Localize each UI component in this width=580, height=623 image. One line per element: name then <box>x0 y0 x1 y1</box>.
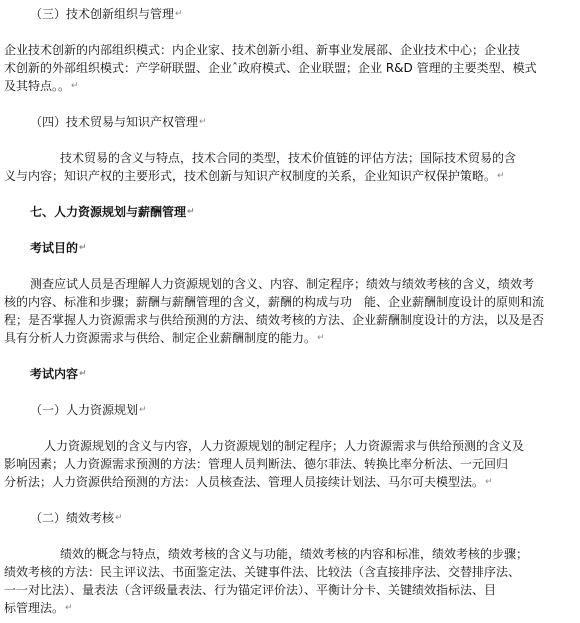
paragraph-line: 术创新的外部组织模式：产学研联盟、企业ˆ政府模式、企业联盟；企业 R&D 管理的主要类型、模式 <box>4 61 537 75</box>
paragraph-line: 测查应试人员是否理解人力资源规划的含义、内容、制定程序；绩效与绩效考核的含义，绩效考 <box>30 277 535 291</box>
paragraph-line: 具有分析人力资源需求与供给、制定企业薪酬制度的能力。↵ <box>4 331 325 345</box>
paragraph-line: 一一对比法）、量表法（含评级量表法、行为锚定评价法）、平衡计分卡、关键绩效指标法、目 <box>4 583 497 597</box>
chapter-heading-hr-planning: 七、人力资源规划与薪酬管理↵ <box>30 205 195 219</box>
paragraph-mark-icon: ↵ <box>139 405 147 415</box>
paragraph-line: 及其特点。。↵ <box>4 79 79 93</box>
section-heading-performance-appraisal: （二）绩效考核↵ <box>30 511 123 525</box>
paragraph-line: 影响因素；人力资源需求预测的方法：管理人员判断法、德尔菲法、转换比率分析法、一元回归 <box>4 457 509 471</box>
paragraph-line: 绩效考核的方法：民主评议法、书面鉴定法、关键事件法、比较法（含直接排序法、交替排序法、 <box>4 565 521 579</box>
paragraph-line: 程；是否掌握人力资源需求与供给预测的方法、绩效考核的方法、企业薪酬制度设计的方法，以及是否 <box>4 313 545 327</box>
paragraph-mark-icon: ↵ <box>65 603 73 613</box>
paragraph-line: 分析法；人力资源供给预测的方法：人员核查法、管理人员接续计划法、马尔可夫模型法。↵ <box>4 475 493 489</box>
paragraph-mark-icon: ↵ <box>317 333 325 343</box>
paragraph-mark-icon: ↵ <box>485 477 493 487</box>
paragraph-line: 人力资源规划的含义与内容，人力资源规划的制定程序；人力资源需求与供给预测的含义及 <box>44 439 525 453</box>
subheading-exam-content: 考试内容↵ <box>30 367 87 381</box>
subheading-exam-purpose: 考试目的↵ <box>30 241 87 255</box>
paragraph-mark-icon: ↵ <box>115 513 123 523</box>
paragraph-mark-icon: ↵ <box>497 171 505 181</box>
paragraph-mark-icon: ↵ <box>175 9 183 19</box>
paragraph-line: 义与内容；知识产权的主要形式，技术创新与知识产权制度的关系，企业知识产权保护策略。↵ <box>4 169 505 183</box>
paragraph-line: 企业技术创新的内部组织模式：内企业家、技术创新小组、新事业发展部、企业技术中心；企业技 <box>4 43 521 57</box>
section-heading-tech-innovation-org: （三）技术创新组织与管理↵ <box>30 7 183 21</box>
section-heading-hr-planning: （一）人力资源规划↵ <box>30 403 147 417</box>
paragraph-line: 标管理法。↵ <box>4 601 73 615</box>
paragraph-line: 核的内容、标准和步骤；薪酬与薪酬管理的含义，薪酬的构成与功 能、企业薪酬制度设计的原则和流 <box>4 295 545 309</box>
paragraph-mark-icon: ↵ <box>79 369 87 379</box>
paragraph-mark-icon: ↵ <box>79 243 87 253</box>
paragraph-line: 技术贸易的含义与特点，技术合同的类型，技术价值链的评估方法；国际技术贸易的含 <box>60 151 517 165</box>
paragraph-mark-icon: ↵ <box>187 207 195 217</box>
paragraph-line: 绩效的概念与特点，绩效考核的含义与功能，绩效考核的内容和标准，绩效考核的步骤； <box>60 547 529 561</box>
section-heading-tech-trade-ip: （四）技术贸易与知识产权管理↵ <box>30 115 207 129</box>
paragraph-mark-icon: ↵ <box>199 117 207 127</box>
paragraph-mark-icon: ↵ <box>71 81 79 91</box>
